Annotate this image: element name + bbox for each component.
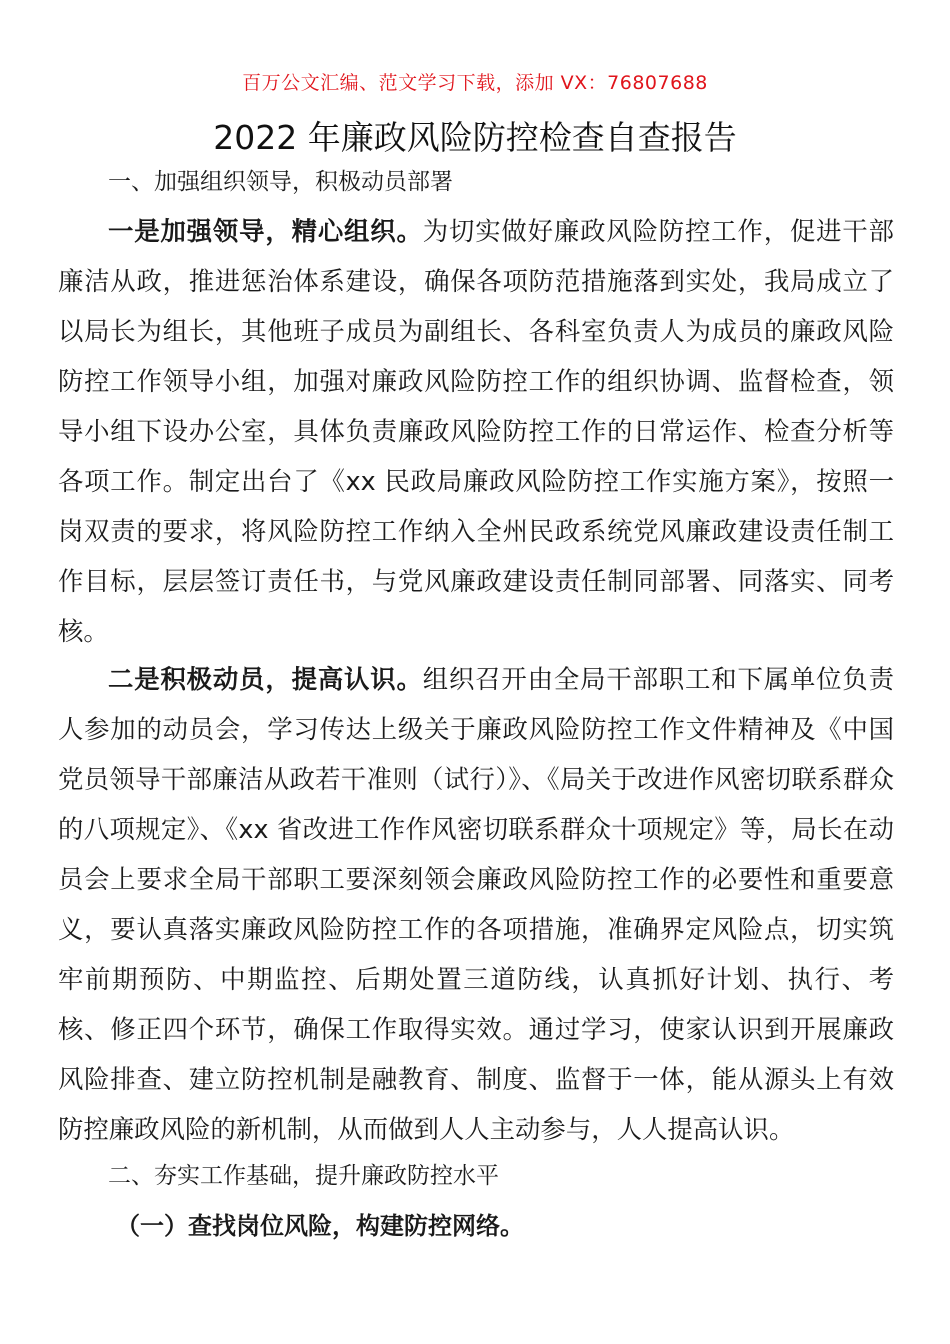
document-title: 2022 年廉政风险防控检查自查报告 bbox=[213, 118, 737, 157]
subsection-1-heading: （一）查找岗位风险，构建防控网络。 bbox=[116, 1212, 524, 1240]
section-1-heading: 一、加强组织领导，积极动员部署 bbox=[108, 169, 453, 195]
paragraph-2 bbox=[58, 654, 894, 1154]
section-2-heading: 二、夯实工作基础，提升廉政防控水平 bbox=[108, 1163, 499, 1189]
watermark-header: 百万公文汇编、范文学习下载，添加 VX：76807688 bbox=[242, 72, 708, 94]
paragraph-1-text: 为切实做好廉政风险防控工作，促进干部廉洁从政，推进惩治体系建设，确保各项防范措施落到实处，我局成立了以局长为组长，其他班子成员为副组长、各科室负责人为成员的廉政风险防控工作领导小组，加强对廉政风险防控工作的组织协调、监督检查，领导小组下设办公室，具体负责廉政风险防控工作的日常运作、检查分析等各项工作。制定出台了《xx 民政局廉政风险防控工作实施方案》，按照一岗双责的要求，将风险防控工作纳入全州民政系统党风廉政建设责任制工作目标，层层签订责任书，与党风廉政建设责任制同部署、同落实、同考核。 bbox=[58, 216, 895, 646]
paragraph-2-lead: 二是积极动员，提高认识。 bbox=[108, 664, 423, 694]
paragraph-1 bbox=[58, 206, 894, 656]
paragraph-2-text: 组织召开由全局干部职工和下属单位负责人参加的动员会，学习传达上级关于廉政风险防控工作文件精神及《中国党员领导干部廉洁从政若干准则（试行）》、《局关于改进作风密切联系群众的八项规定》、《xx 省改进工作作风密切联系群众十项规定》等，局长在动员会上要求全局干部职工要深刻领会廉政风险防控工作的必要性和重要意义，要认真落实廉政风险防控工作的各项措施，准确界定风险点，切实筑牢前期预防、中期监控、后期处置三道防线，认真抓好计划、执行、考核、修正四个环节，确保工作取得实效。通过学习，使家认识到开展廉政风险排查、建立防控机制是融教育、制度、监督于一体，能从源头上有效防控廉政风险的新机制，从而做到人人主动参与，人人提高认识。 bbox=[58, 664, 895, 1144]
paragraph-1-lead: 一是加强领导，精心组织。 bbox=[108, 216, 423, 246]
